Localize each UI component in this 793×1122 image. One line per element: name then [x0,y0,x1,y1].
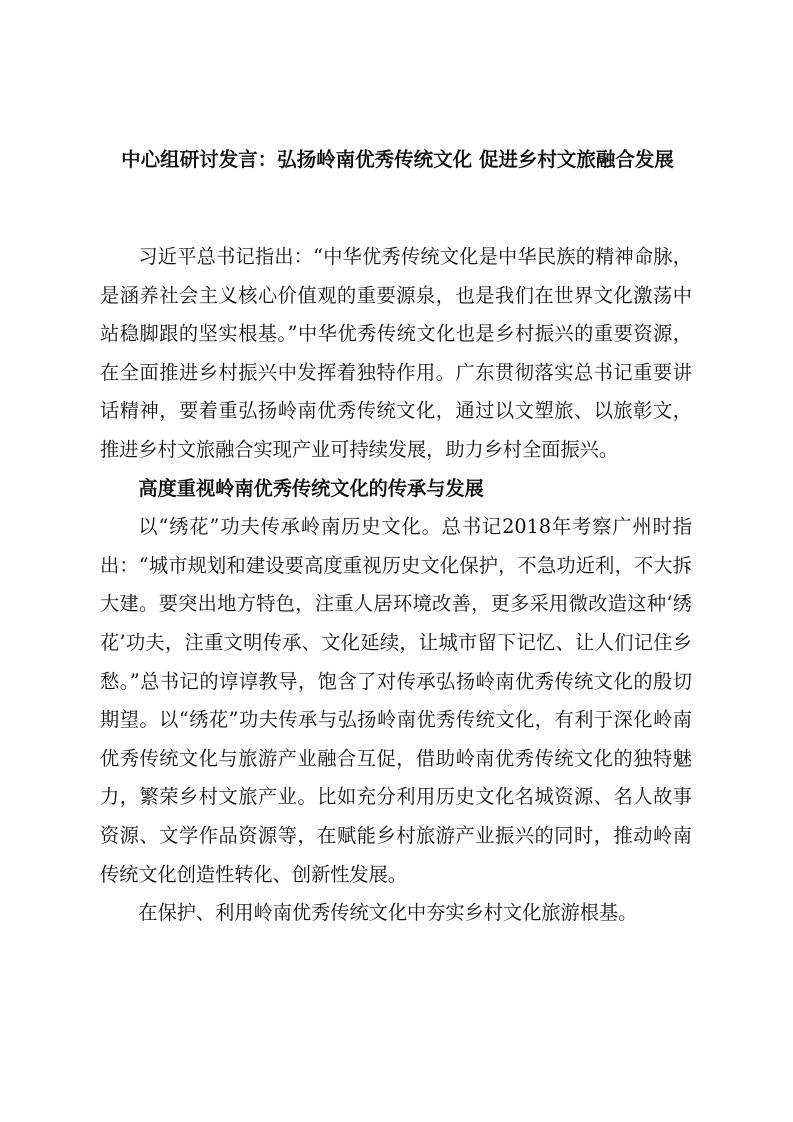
section-paragraph-1: 以“绣花”功夫传承岭南历史文化。总书记2018年考察广州时指出：“城市规划和建设要高度重视历史文化保护，不急功近利，不大拆大建。要突出地方特色，注重人居环境改善，更多采用微改造这种‘绣花’功夫，注重文明传承、文化延续，让城市留下记忆、让人们记住乡愁。”总书记的谆谆教导，饱含了对传承弘扬岭南优秀传统文化的殷切期望。以“绣花”功夫传承与弘扬岭南优秀传统文化，有利于深化岭南优秀传统文化与旅游产业融合互促，借助岭南优秀传统文化的独特魅力，繁荣乡村文旅产业。比如充分利用历史文化名城资源、名人故事资源、文学作品资源等，在赋能乡村旅游产业振兴的同时，推动岭南传统文化创造性转化、创新性发展。 [100,515,692,886]
document-body [100,238,692,933]
intro-paragraph: 习近平总书记指出：“中华优秀传统文化是中华民族的精神命脉，是涵养社会主义核心价值观的重要源泉，也是我们在世界文化激荡中站稳脚跟的坚实根基。”中华优秀传统文化也是乡村振兴的重要资源，在全面推进乡村振兴中发挥着独特作用。广东贯彻落实总书记重要讲话精神，要着重弘扬岭南优秀传统文化，通过以文塑旅、以旅彰文，推进乡村文旅融合实现产业可持续发展，助力乡村全面振兴。 [100,245,692,461]
document-title: 中心组研讨发言：弘扬岭南优秀传统文化 促进乡村文旅融合发展 [121,148,674,171]
section-paragraph-2: 在保护、利用岭南优秀传统文化中夯实乡村文化旅游根基。 [138,901,638,925]
section-heading: 高度重视岭南优秀传统文化的传承与发展 [138,476,484,500]
